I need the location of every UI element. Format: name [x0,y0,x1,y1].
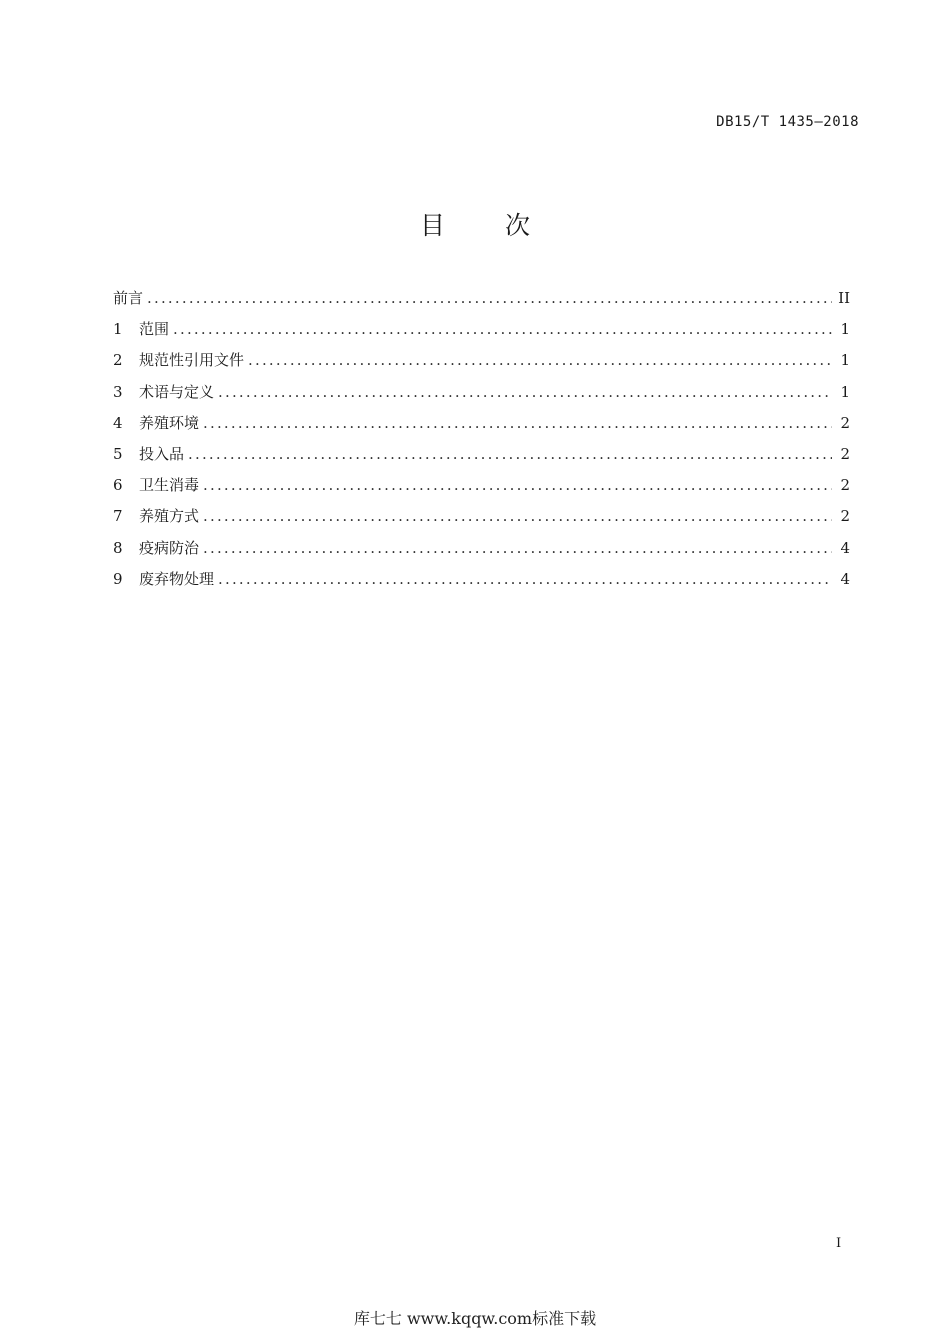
toc-entry-number: 6 [113,476,123,495]
toc-entry-page: 1 [840,351,850,370]
toc-entry-number: 2 [113,351,123,370]
toc-entry-5[interactable] [113,442,850,473]
toc-dot-leader [248,348,832,372]
document-code: DB15/T 1435—2018 [716,114,859,130]
toc-entry-title: 疫病防治 [139,538,200,557]
toc-dot-leader [203,536,832,560]
table-of-contents [113,286,850,598]
toc-entry-page: 2 [840,413,850,432]
toc-entry-2[interactable] [113,348,850,379]
toc-dot-leader [188,442,832,466]
toc-entry-page: 1 [840,382,850,401]
toc-entry-title: 术语与定义 [139,382,215,401]
toc-entry-preface[interactable] [113,286,850,317]
toc-entry-page: 1 [840,320,850,339]
toc-entry-number: 5 [113,444,123,463]
toc-entry-title: 规范性引用文件 [139,351,245,370]
toc-entry-page: 4 [840,538,850,557]
toc-dot-leader [203,504,832,528]
page-title: 目 次 [420,211,556,240]
toc-dot-leader [173,317,832,341]
toc-entry-1[interactable] [113,317,850,348]
toc-entry-9[interactable] [113,567,850,598]
toc-entry-6[interactable] [113,473,850,504]
toc-entry-title: 投入品 [139,444,185,463]
toc-entry-3[interactable] [113,380,850,411]
footer-watermark: 库七七 www.kqqw.com标准下载 [353,1309,597,1328]
toc-entry-title: 养殖环境 [139,413,200,432]
toc-entry-title: 前言 [113,289,144,307]
toc-dot-leader [218,567,832,591]
toc-entry-page: 2 [840,507,850,526]
toc-entry-page: 4 [840,569,850,588]
toc-dot-leader [147,286,832,310]
toc-entry-number: 3 [113,382,123,401]
toc-entry-page: 2 [840,444,850,463]
toc-entry-number: 8 [113,538,123,557]
toc-entry-4[interactable] [113,411,850,442]
toc-dot-leader [218,380,832,404]
toc-entry-8[interactable] [113,536,850,567]
toc-entry-number: 9 [113,569,123,588]
toc-entry-title: 废弃物处理 [139,569,215,588]
toc-dot-leader [203,411,832,435]
toc-entry-number: 7 [113,507,123,526]
page-number: I [836,1236,842,1251]
toc-entry-page: 2 [840,476,850,495]
toc-entry-number: 1 [113,320,123,339]
toc-entry-7[interactable] [113,504,850,535]
toc-entry-title: 范围 [139,320,170,339]
toc-entry-title: 卫生消毒 [139,476,200,495]
toc-entry-title: 养殖方式 [139,507,200,526]
toc-entry-number: 4 [113,413,123,432]
toc-entry-page: II [838,289,850,307]
toc-dot-leader [203,473,832,497]
